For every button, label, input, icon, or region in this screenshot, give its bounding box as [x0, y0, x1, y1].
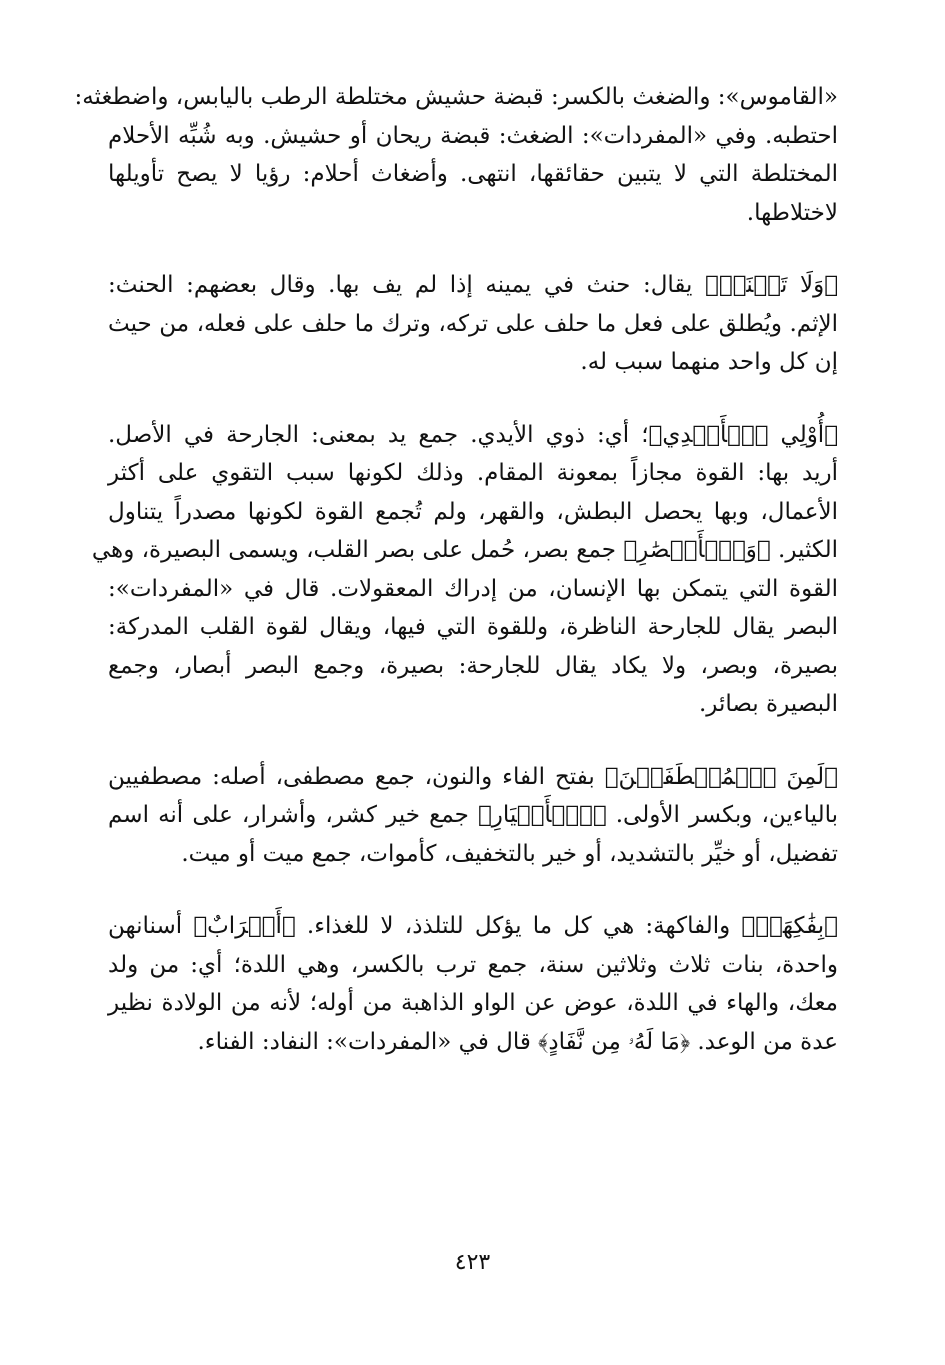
- text-line: معك، والهاء في اللدة، عوض عن الواو الذاهبة من أوله؛ لأنه من الولادة نظير: [108, 990, 838, 1016]
- text-line: الإثم. ويُطلق على فعل ما حلف على تركه، وترك ما حلف على فعله، من حيث: [108, 310, 838, 337]
- text-line: الأعمال، وبها يحصل البطش، والقهر، ولم تُجمع القوة لكونها مصدراً يتناول: [108, 498, 838, 525]
- text-line: ﴿بِفَٰكِهَةٖ﴾ والفاكهة: هي كل ما يؤكل للتلذذ، لا للغذاء. ﴿أَتۡرَابٌ﴾ أسنانهن: [108, 913, 838, 939]
- text-line: «القاموس»: والضغث بالكسر: قبضة حشيش مختلطة الرطب باليابس، واضطغثه:: [74, 84, 838, 110]
- text-line: ﴿أُوْلِي ٱلۡأَيۡدِي﴾؛ أي: ذوي الأيدي. جمع يد بمعنى: الجارحة في الأصل.: [108, 421, 838, 448]
- text-line: واحدة، بنات ثلاث وثلاثين سنة، جمع ترب بالكسر، وهي اللدة؛ أي: من ولد: [108, 951, 838, 978]
- text-line: احتطبه. وفي «المفردات»: الضغث: قبضة ريحان أو حشيش. وبه شُبِّه الأحلام: [108, 122, 838, 149]
- text-line: البصر يقال للجارحة الناظرة، وللقوة التي فيها، ويقال لقوة القلب المدركة:: [108, 614, 838, 640]
- paragraph-5: [108, 907, 838, 1061]
- text-line: عدة من الوعد. ﴿مَا لَهُۥ مِن نَّفَادٍ﴾ قال في «المفردات»: النفاد: الفناء.: [197, 1028, 838, 1055]
- text-line: البصيرة بصائر.: [698, 691, 838, 717]
- text-line: بصيرة، وبصر، ولا يكاد يقال للجارحة: بصيرة، وجمع البصر أبصار، وجمع: [108, 652, 838, 679]
- text-line: الكثير. ﴿وَٱلۡأَبۡصَٰرِ﴾ جمع بصر، حُمل على بصر القلب، ويسمى البصيرة، وهي: [91, 537, 838, 563]
- page-body: [74, 78, 838, 1061]
- text-line: ﴿لَمِنَ ٱلۡمُصۡطَفَيۡنَ﴾ بفتح الفاء والنون، جمع مصطفى، أصله: مصطفيين: [108, 763, 838, 790]
- text-line: بالياءين، وبكسر الأولى. ﴿ٱلۡأَخۡيَارِ﴾ جمع خير كشر، وأشرار، على أنه اسم: [108, 802, 838, 828]
- paragraph-4: [108, 758, 838, 874]
- paragraph-2: [108, 266, 838, 382]
- text-line: أريد بها: القوة مجازاً بمعونة المقام. وذلك لكونها سبب التقوي على أكثر: [108, 460, 838, 486]
- text-line: لاختلاطها.: [746, 199, 838, 226]
- text-line: المختلطة التي لا يتبين حقائقها، انتهى. وأضغاث أحلام: رؤيا لا يصح تأويلها: [108, 161, 838, 187]
- text-line: القوة التي يتمكن بها الإنسان، من إدراك المعقولات. قال في «المفردات»:: [108, 575, 838, 602]
- text-line: ﴿وَلَا تَحۡنَثۡ﴾ يقال: حنث في يمينه إذا لم يف بها. وقال بعضهم: الحنث:: [108, 272, 838, 298]
- page-number: ٤٢٣: [454, 1250, 491, 1275]
- paragraph-3: [91, 416, 838, 724]
- paragraph-1: [74, 78, 838, 232]
- text-line: تفضيل، أو خيِّر بالتشديد، أو خير بالتخفيف، كأموات، جمع ميت أو ميت.: [181, 840, 838, 867]
- text-line: إن كل واحد منهما سبب له.: [580, 349, 838, 375]
